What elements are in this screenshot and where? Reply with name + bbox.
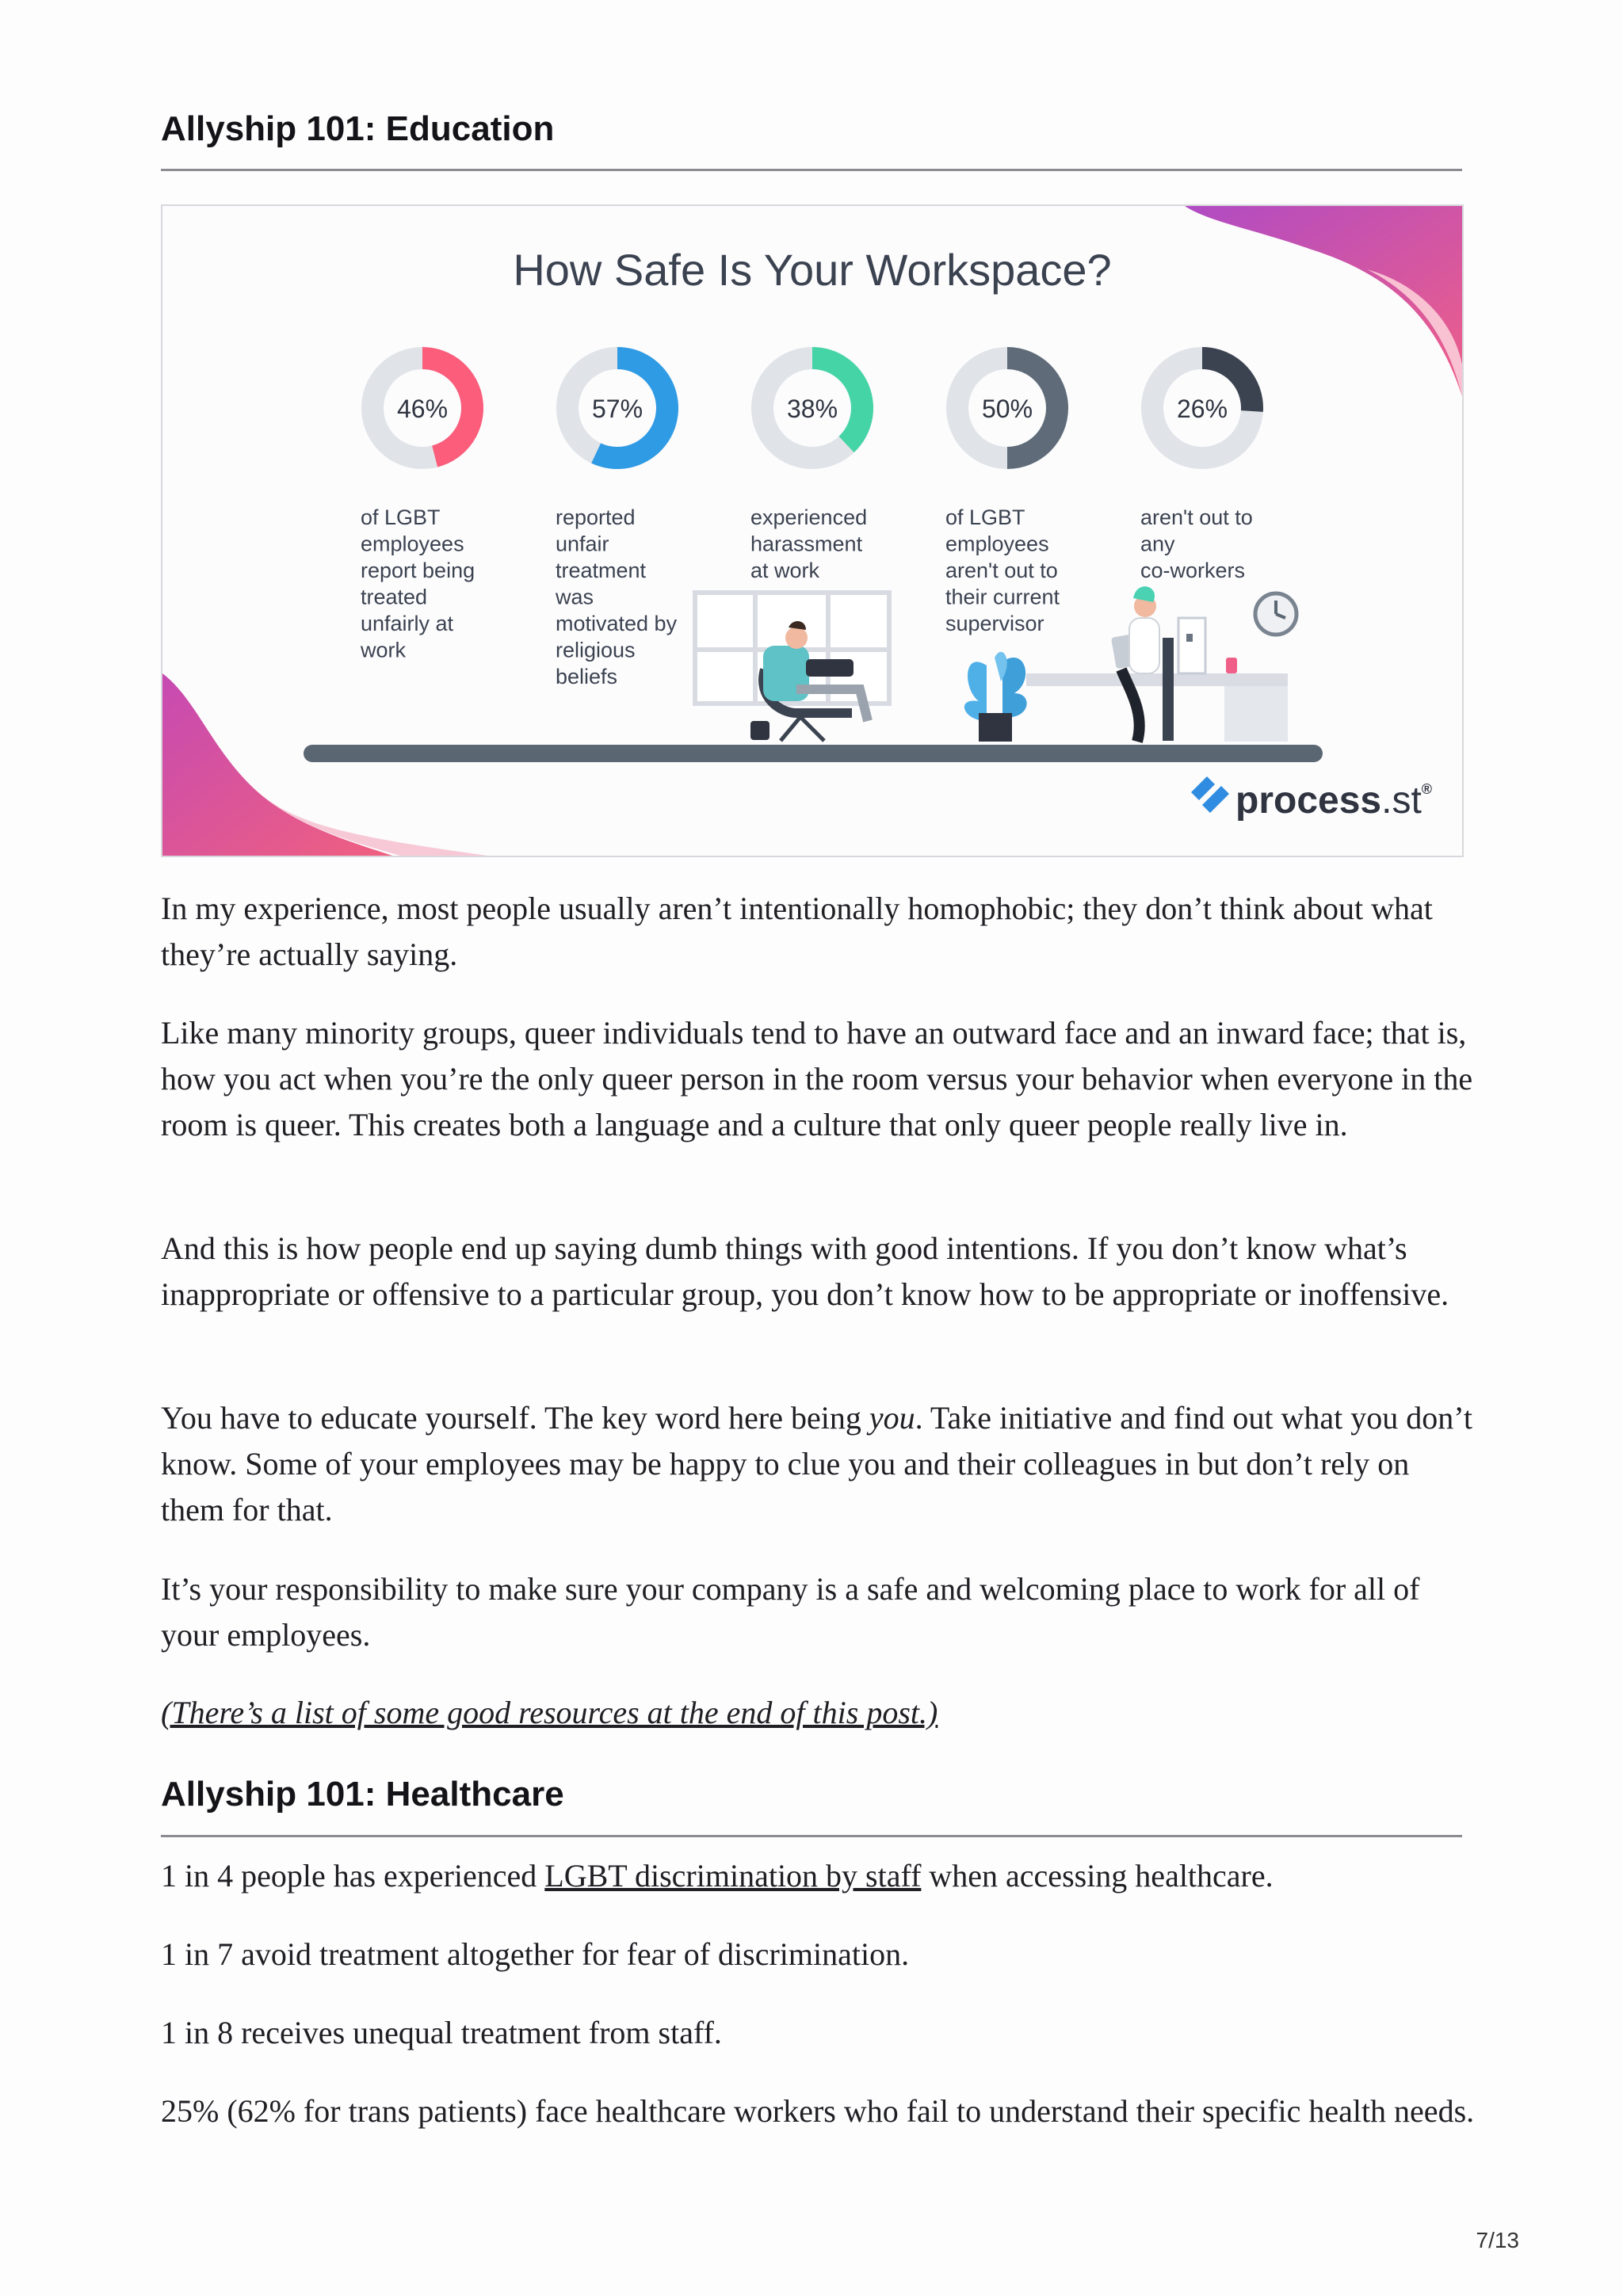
donut-caption-line: was <box>556 585 594 609</box>
paragraph-text: 1 in 8 receives unequal treatment from staff. <box>161 2015 722 2050</box>
heading-divider <box>161 169 1462 171</box>
donut-caption-line: of LGBT <box>361 505 441 529</box>
donut-caption-line: report being <box>361 559 475 582</box>
healthcare-stat-1 <box>161 1853 1476 1899</box>
donut-caption-line: employees <box>361 532 464 556</box>
infographic-figure <box>161 204 1464 857</box>
donut-caption <box>360 505 475 662</box>
process-st-logo <box>1191 776 1432 822</box>
section-heading-healthcare: Allyship 101: Healthcare <box>161 1775 564 1814</box>
donut-caption-line: religious <box>556 638 636 662</box>
donut-caption-line: treatment <box>556 559 647 582</box>
donut-caption <box>555 505 678 688</box>
process-st-logo-icon <box>1191 776 1229 813</box>
paragraph-2 <box>161 1010 1476 1148</box>
donut-caption-line: at work <box>750 559 820 582</box>
paragraph-4 <box>161 1395 1476 1533</box>
healthcare-stat-2 <box>161 1932 1476 1978</box>
paragraph-text-segment: . Take initiative and find out what you don’t know. Some of your employees may be happy to clue you and their colleagues in but don’t rely on them for that. <box>161 1400 1472 1527</box>
donut-caption-line: of LGBT <box>945 505 1025 529</box>
donut-caption-line: employees <box>945 532 1049 556</box>
desk-scene-illustration <box>1026 586 1296 742</box>
paragraph-text: In my experience, most people usually aren’t intentionally homophobic; they don’t think about what they’re actually saying. <box>161 891 1433 972</box>
paragraph-text: 25% (62% for trans patients) face healthcare workers who fail to understand their specific health needs. <box>161 2093 1475 2129</box>
paragraph-1 <box>161 886 1476 978</box>
donut-stat-3 <box>750 347 873 582</box>
donut-stat-5 <box>1140 347 1263 582</box>
donut-stat-1 <box>360 347 483 662</box>
lgbt-discrimination-link[interactable]: LGBT discrimination by staff <box>544 1858 922 1894</box>
infographic-svg <box>162 206 1462 856</box>
donut-value-label: 57% <box>591 395 643 423</box>
paragraph-text-segment: when accessing healthcare. <box>921 1858 1274 1894</box>
donut-caption-line: unfair <box>556 532 609 556</box>
paragraph-5 <box>161 1566 1476 1658</box>
donut-caption-line: aren't out to <box>1140 505 1253 529</box>
donut-caption-line: harassment <box>750 532 863 556</box>
heading-divider <box>161 1835 1462 1837</box>
paragraph-6 <box>161 1690 1476 1736</box>
donut-caption-line: treated <box>361 585 428 609</box>
donut-stat-2 <box>555 347 678 688</box>
donut-value-label: 26% <box>1176 395 1228 423</box>
donut-caption-line: work <box>361 638 407 662</box>
svg-text:process.st®: process.st® <box>1235 780 1433 822</box>
emphasis-text: you <box>869 1400 915 1436</box>
paragraph-3 <box>161 1226 1476 1318</box>
donut-value-label: 50% <box>981 395 1033 423</box>
donut-caption-line: aren't out to <box>945 559 1058 582</box>
donut-caption-line: motivated by <box>556 612 678 635</box>
donut-stat-4 <box>945 347 1068 635</box>
floor-bar <box>304 745 1323 762</box>
donut-caption-line: co-workers <box>1140 559 1246 582</box>
paragraph-text: And this is how people end up saying dumb things with good intentions. If you don’t know what’s inappropriate or offensive to a particular group, you don’t know how to be appropriate or inoffensive. <box>161 1230 1449 1312</box>
decor-blob-bottom-left <box>162 673 392 856</box>
section-heading-education: Allyship 101: Education <box>161 109 555 148</box>
potted-plant-illustration <box>964 652 1027 742</box>
paragraph-text <box>161 1395 1476 1533</box>
donut-caption-line: experienced <box>750 505 868 529</box>
donut-caption-line: unfairly at <box>361 612 454 635</box>
resources-link[interactable]: (There’s a list of some good resources at the end of this post.) <box>161 1695 938 1730</box>
donut-caption-line: beliefs <box>556 665 618 688</box>
healthcare-stat-3 <box>161 2010 1476 2056</box>
donut-caption-line: their current <box>945 585 1060 609</box>
donut-value-label: 38% <box>786 395 838 423</box>
donut-value-label: 46% <box>396 395 449 423</box>
infographic-title: How Safe Is Your Workspace? <box>513 245 1112 295</box>
donut-caption-line: any <box>1140 532 1175 556</box>
donut-caption <box>1140 505 1253 582</box>
paragraph-text: 1 in 7 avoid treatment altogether for fear of discrimination. <box>161 1936 910 1972</box>
paragraph-text-segment: 1 in 4 people has experienced <box>161 1858 545 1894</box>
donut-caption-line: supervisor <box>945 612 1044 635</box>
paragraph-text: Like many minority groups, queer individuals tend to have an outward face and an inward face; that is, how you act when you’re the only queer person in the room versus your behavior when everyone in the room is queer. This creates both a language and a culture that only queer people really live in. <box>161 1015 1473 1142</box>
paragraph-text-segment: You have to educate yourself. The key word here being <box>161 1400 869 1436</box>
paragraph-text: It’s your responsibility to make sure your company is a safe and welcoming place to work for all of your employees. <box>161 1571 1420 1653</box>
donut-caption <box>750 505 867 582</box>
page-number: 7/13 <box>1476 2228 1519 2252</box>
donut-caption <box>945 505 1060 635</box>
healthcare-stat-4 <box>161 2088 1476 2134</box>
donut-caption-line: reported <box>556 505 636 529</box>
